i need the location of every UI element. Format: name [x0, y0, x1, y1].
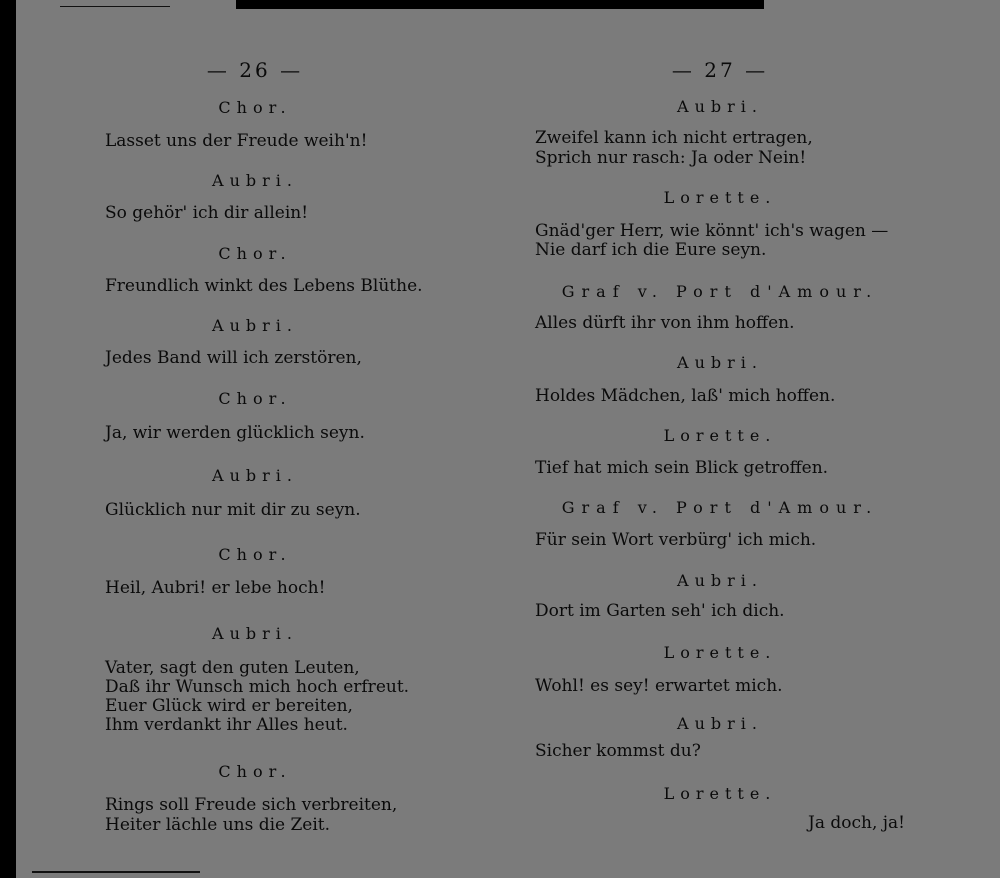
verse-line: Wohl! es sey! erwartet mich.: [535, 676, 783, 696]
speaker-heading: Chor.: [218, 98, 292, 117]
verse-line: Nie darf ich die Eure seyn.: [535, 240, 767, 260]
verse-line: Ihm verdankt ihr Alles heut.: [105, 715, 348, 735]
verse-line: Heil, Aubri! er lebe hoch!: [105, 578, 326, 598]
page-number: — 26 —: [206, 58, 304, 82]
speaker-heading: Lorette.: [663, 643, 777, 662]
verse-line: Tief hat mich sein Blick getroffen.: [535, 458, 829, 478]
left-page: [105, 0, 423, 878]
verse-line: Dort im Garten seh' ich dich.: [535, 601, 785, 621]
verse-line: Lasset uns der Freude weih'n!: [105, 131, 368, 151]
speaker-heading: Chor.: [218, 244, 292, 263]
verse-line: Rings soll Freude sich verbreiten,: [105, 795, 398, 815]
speaker-heading: Aubri.: [212, 466, 298, 485]
speaker-heading: Aubri.: [677, 97, 763, 116]
verse-line: Sicher kommst du?: [535, 741, 701, 761]
speaker-heading: Chor.: [218, 545, 292, 564]
page-number: — 27 —: [671, 58, 769, 82]
verse-line: Vater, sagt den guten Leuten,: [105, 658, 360, 678]
verse-line: Für sein Wort verbürg' ich mich.: [535, 530, 817, 550]
verse-line: Alles dürft ihr von ihm hoffen.: [535, 313, 795, 333]
verse-line: Glücklich nur mit dir zu seyn.: [105, 500, 361, 520]
speaker-heading: Lorette.: [663, 784, 777, 803]
verse-line: Holdes Mädchen, laß' mich hoffen.: [535, 386, 836, 406]
speaker-heading: Aubri.: [212, 624, 298, 643]
verse-line: Euer Glück wird er bereiten,: [105, 696, 353, 716]
speaker-heading: Aubri.: [212, 316, 298, 335]
speaker-heading: Lorette.: [663, 188, 777, 207]
speaker-heading: Chor.: [218, 762, 292, 781]
verse-line: Jedes Band will ich zerstören,: [105, 348, 362, 368]
speaker-heading: Aubri.: [677, 714, 763, 733]
verse-line: Gnäd'ger Herr, wie könnt' ich's wagen —: [535, 221, 889, 241]
book-binding-edge: [0, 0, 16, 878]
verse-line: Zweifel kann ich nicht ertragen,: [535, 128, 813, 148]
verse-line: Ja doch, ja!: [808, 813, 905, 833]
verse-line: Daß ihr Wunsch mich hoch erfreut.: [105, 677, 410, 697]
verse-line: So gehör' ich dir allein!: [105, 203, 309, 223]
speaker-heading: Aubri.: [212, 171, 298, 190]
speaker-heading: Aubri.: [677, 353, 763, 372]
speaker-heading: Chor.: [218, 389, 292, 408]
speaker-heading: Graf v. Port d'Amour.: [561, 498, 879, 517]
right-page: [535, 0, 905, 878]
speaker-heading: Graf v. Port d'Amour.: [561, 282, 879, 301]
verse-line: Heiter lächle uns die Zeit.: [105, 815, 331, 835]
verse-line: Ja, wir werden glücklich seyn.: [105, 423, 365, 443]
verse-line: Freundlich winkt des Lebens Blüthe.: [105, 276, 423, 296]
speaker-heading: Lorette.: [663, 426, 777, 445]
verse-line: Sprich nur rasch: Ja oder Nein!: [535, 148, 807, 168]
speaker-heading: Aubri.: [677, 571, 763, 590]
